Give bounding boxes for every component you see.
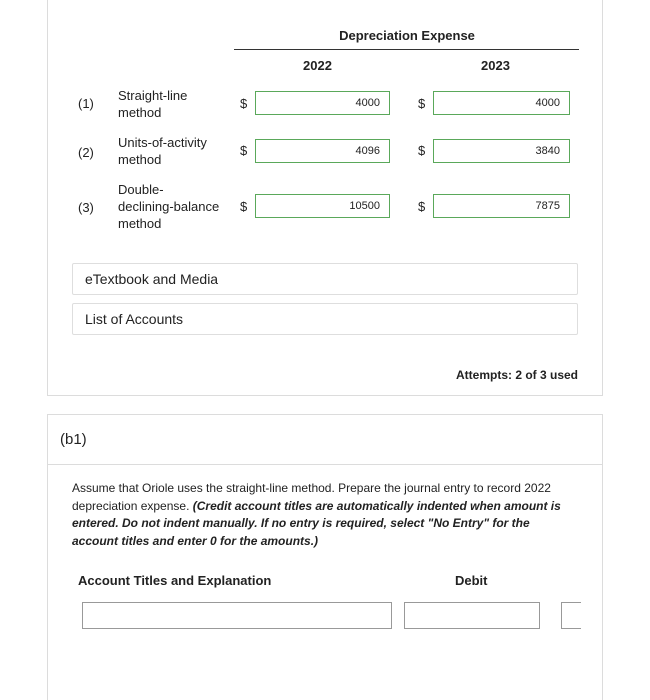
double-declining-2023-input[interactable]: 7875 <box>433 194 570 218</box>
row-label-double-declining: Double- declining-balance method <box>118 182 220 231</box>
list-of-accounts-link[interactable]: List of Accounts <box>72 303 578 335</box>
dollar-sign: $ <box>240 143 248 158</box>
row-number: (1) <box>78 96 94 111</box>
row-label-straight-line: Straight-line method <box>118 88 188 120</box>
dollar-sign: $ <box>240 199 248 214</box>
double-declining-2022-input[interactable]: 10500 <box>255 194 390 218</box>
row-number: (2) <box>78 145 94 160</box>
units-of-activity-2022-input[interactable]: 4096 <box>255 139 390 163</box>
depreciation-expense-header: Depreciation Expense <box>339 28 475 43</box>
b1-instructions: Assume that Oriole uses the straight-line method. Prepare the journal entry to record 2022 depreciation expense. (Credit account titles are automatically indented when amount is entered. Do not indent manually. If no entry is required, select "No Entry" for the account titles and enter 0 for the amounts.) <box>72 481 561 548</box>
account-title-input[interactable] <box>82 602 392 629</box>
b1-header <box>48 415 602 465</box>
etextbook-media-link[interactable]: eTextbook and Media <box>72 263 578 295</box>
header-rule <box>234 49 579 50</box>
year-2022-heading: 2022 <box>303 58 332 73</box>
debit-input[interactable] <box>404 602 540 629</box>
debit-column-header: Debit <box>455 573 488 588</box>
b1-label: (b1) <box>60 431 87 448</box>
row-label-units-of-activity: Units-of-activity method <box>118 135 207 167</box>
dollar-sign: $ <box>418 143 426 158</box>
attempts-status: Attempts: 2 of 3 used <box>455 368 578 382</box>
straight-line-2023-input[interactable]: 4000 <box>433 91 570 115</box>
dollar-sign: $ <box>240 96 248 111</box>
dollar-sign: $ <box>418 199 426 214</box>
units-of-activity-2023-input[interactable]: 3840 <box>433 139 570 163</box>
straight-line-2022-input[interactable]: 4000 <box>255 91 390 115</box>
year-2023-heading: 2023 <box>481 58 510 73</box>
credit-input[interactable] <box>561 602 581 629</box>
row-number: (3) <box>78 200 94 215</box>
dollar-sign: $ <box>418 96 426 111</box>
account-titles-column-header: Account Titles and Explanation <box>78 573 272 588</box>
